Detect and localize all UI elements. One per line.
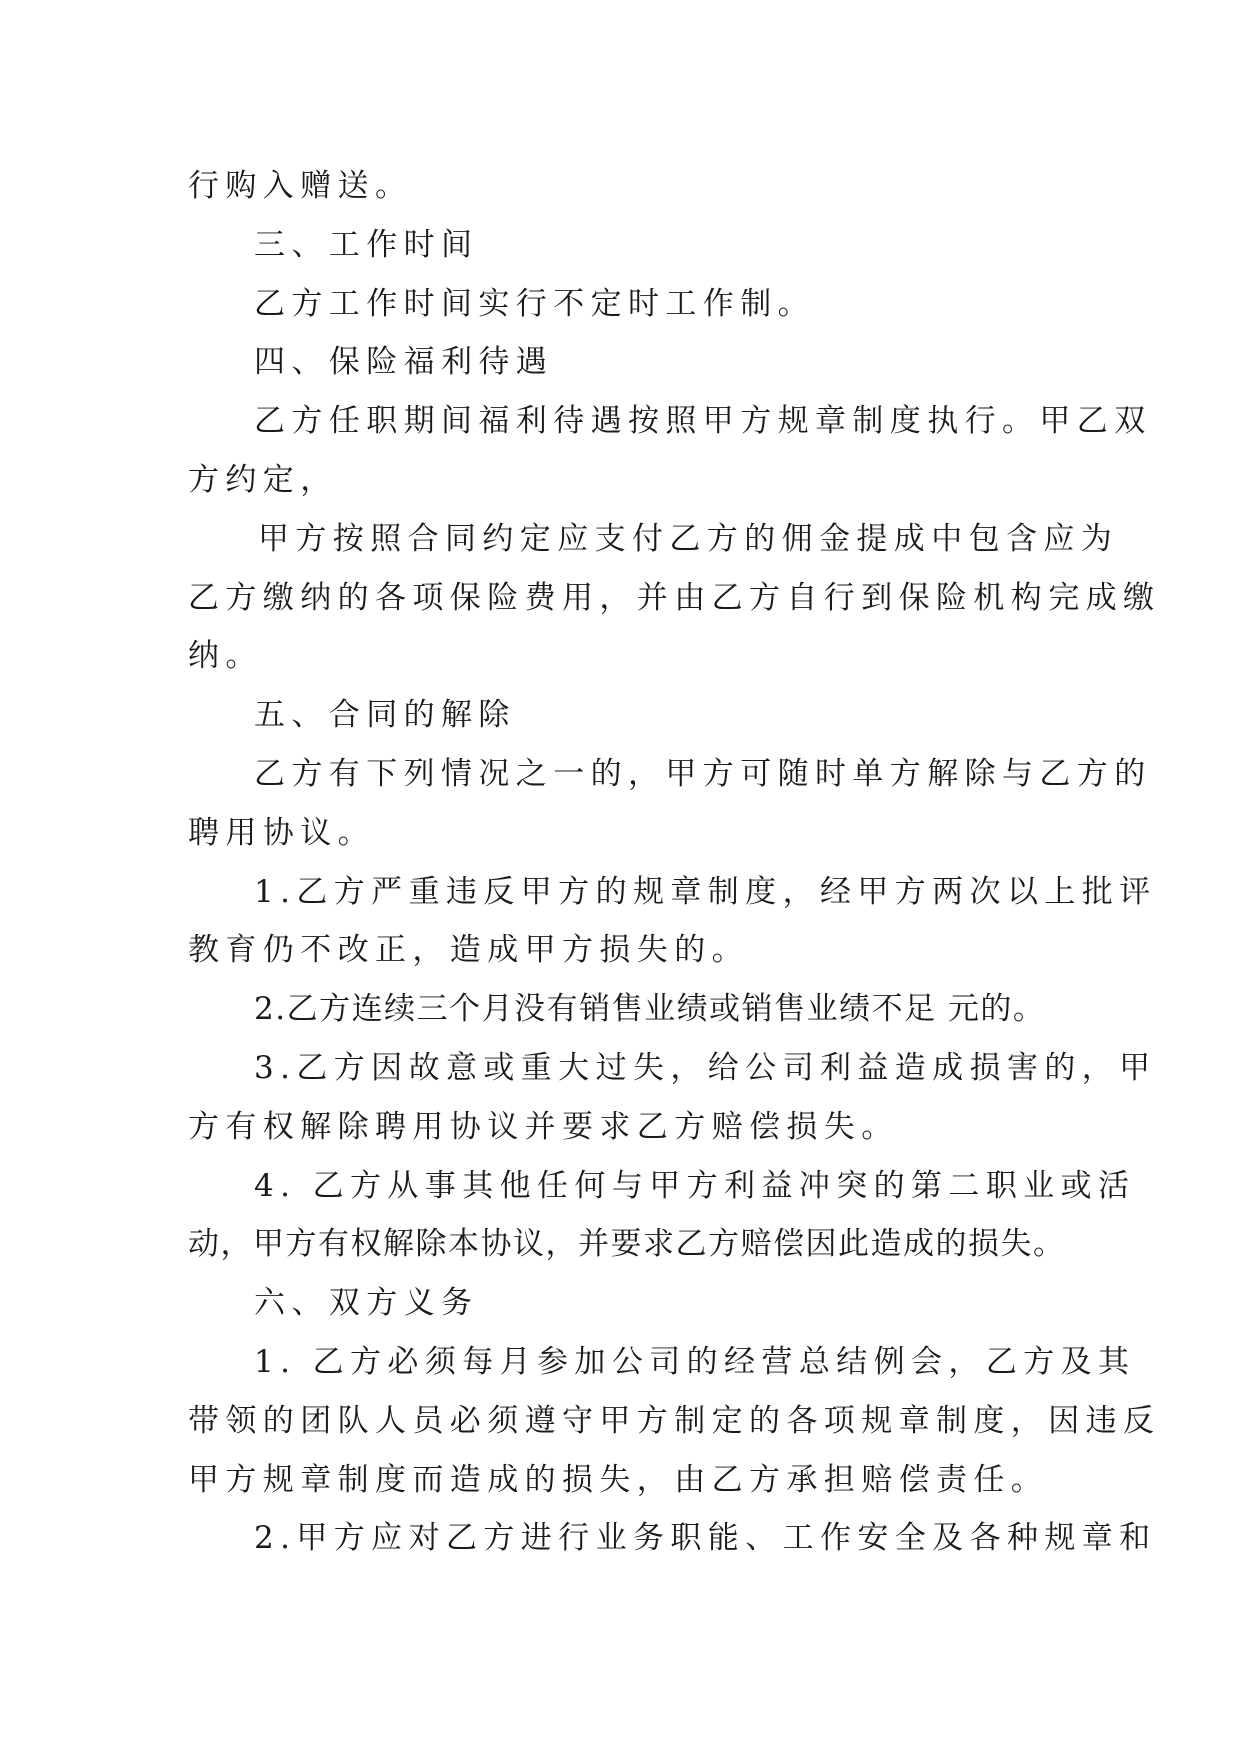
text-line: 动，甲方有权解除本协议，并要求乙方赔偿因此造成的损失。 (188, 1226, 1066, 1263)
list-item-2: 2.乙方连续三个月没有销售业绩或销售业绩不足 元的。 (254, 991, 1046, 1028)
text-line: 带领的团队人员必须遵守甲方制定的各项规章制度，因违反 (188, 1402, 1161, 1439)
document-body (188, 157, 1161, 1568)
text-line: 乙方工作时间实行不定时工作制。 (254, 285, 815, 322)
list-item-2: 2.甲方应对乙方进行业务职能、工作安全及各种规章和 (254, 1520, 1157, 1557)
text-line: 甲方规章制度而造成的损失，由乙方承担赔偿责任。 (188, 1461, 1049, 1498)
section-heading-work-time: 三、工作时间 (254, 226, 479, 263)
list-item-3: 3.乙方因故意或重大过失，给公司利益造成损害的，甲 (254, 1049, 1157, 1086)
text-line: 甲方按照合同约定应支付乙方的佣金提成中包含应为 (258, 520, 1119, 557)
list-item-4: 4. 乙方从事其他任何与甲方利益冲突的第二职业或活 (254, 1167, 1136, 1204)
text-line: 纳。 (188, 638, 263, 675)
list-item-1: 1. 乙方必须每月参加公司的经营总结例会，乙方及其 (254, 1343, 1136, 1380)
section-heading-insurance: 四、保险福利待遇 (254, 344, 554, 381)
text-line: 乙方缴纳的各项保险费用，并由乙方自行到保险机构完成缴 (188, 579, 1161, 616)
list-item-1: 1.乙方严重违反甲方的规章制度，经甲方两次以上批评 (254, 873, 1157, 910)
text-line: 聘用协议。 (188, 814, 375, 851)
section-heading-obligations: 六、双方义务 (254, 1285, 479, 1322)
section-heading-termination: 五、合同的解除 (254, 697, 516, 734)
text-line: 乙方有下列情况之一的，甲方可随时单方解除与乙方的 (254, 755, 1152, 792)
text-line: 行购入赠送。 (188, 168, 413, 204)
text-line: 方有权解除聘用协议并要求乙方赔偿损失。 (188, 1108, 899, 1145)
text-line: 方约定， (188, 461, 338, 498)
text-line: 教育仍不改正，造成甲方损失的。 (188, 932, 749, 969)
text-line: 乙方任职期间福利待遇按照甲方规章制度执行。甲乙双 (254, 403, 1152, 440)
